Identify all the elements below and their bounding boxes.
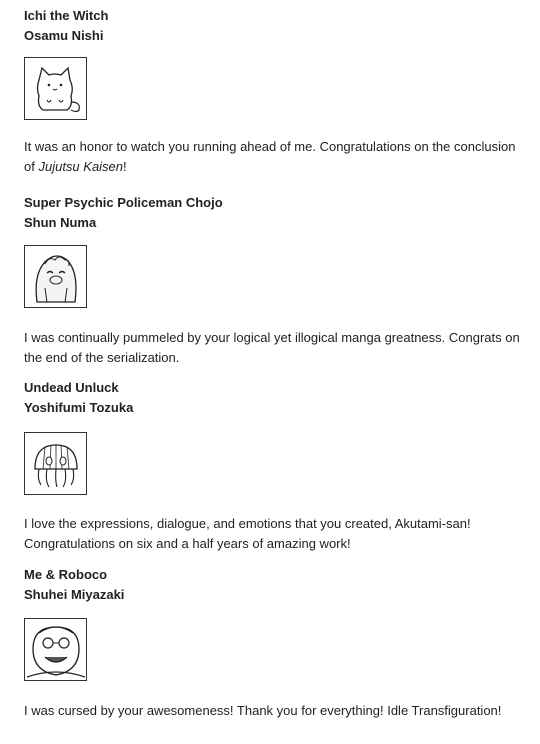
author-name: Yoshifumi Tozuka: [24, 400, 134, 415]
face-drawing-icon: [24, 618, 87, 681]
author-name: Osamu Nishi: [24, 28, 104, 43]
message-entry: [24, 6, 524, 177]
message-entry: [24, 378, 524, 554]
message-text: It was an honor to watch you running ahead of me. Congratulations on the conclusion of Jujutsu Kaisen!: [24, 139, 516, 174]
egg-character-drawing-icon: [24, 245, 87, 308]
series-title: Ichi the Witch: [24, 8, 109, 23]
message-entry: [24, 193, 524, 368]
series-title: Undead Unluck: [24, 380, 119, 395]
series-title: Super Psychic Policeman Chojo: [24, 195, 223, 210]
series-title: Me & Roboco: [24, 567, 108, 582]
author-name: Shun Numa: [24, 215, 97, 230]
message-text: I was cursed by your awesomeness! Thank you for everything! Idle Transfiguration!: [24, 703, 502, 718]
message-text: I love the expressions, dialogue, and emotions that you created, Akutami-san! Congratulations on six and a half years of amazing work!: [24, 516, 471, 551]
series-reference: Jujutsu Kaisen: [38, 159, 124, 174]
message-entry: [24, 565, 524, 721]
author-name: Shuhei Miyazaki: [24, 587, 125, 602]
jellyfish-drawing-icon: [24, 432, 87, 495]
cat-drawing-icon: [24, 57, 87, 120]
message-text: I was continually pummeled by your logical yet illogical manga greatness. Congrats on the end of the serialization.: [24, 330, 520, 365]
